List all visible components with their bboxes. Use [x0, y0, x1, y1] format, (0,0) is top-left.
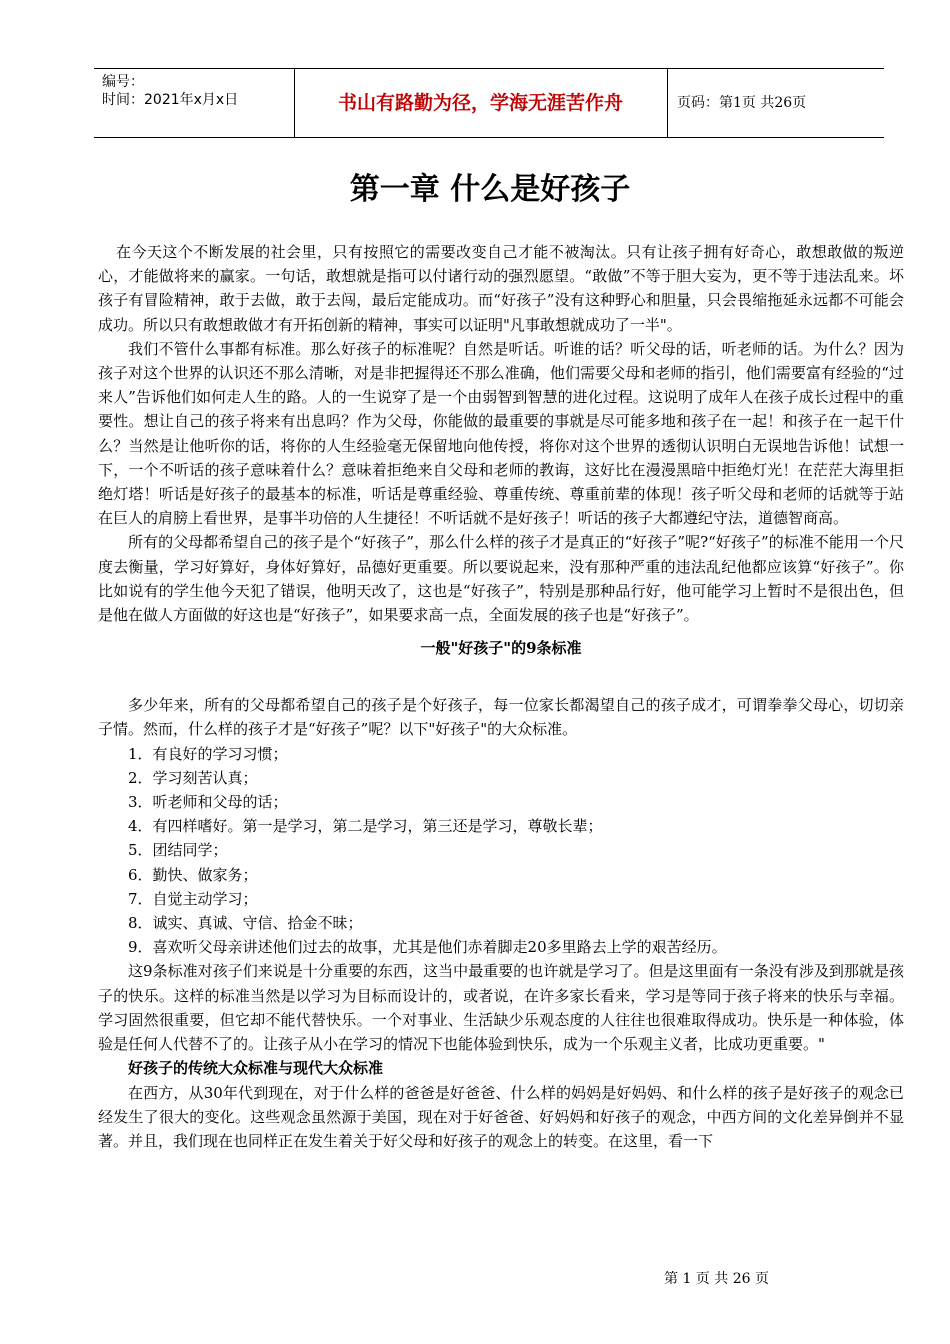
page-footer: 第 1 页 共 26 页 [664, 1271, 769, 1287]
list-item: 5．团结同学； [128, 841, 228, 860]
section-intro-paragraph: 多少年来，所有的父母都希望自己的孩子是个好孩子，每一位家长都渴望自己的孩子成才，可谓拳拳父母心，切切亲子情。然而，什么样的孩子才是“好孩子”呢？以下"好孩子"的大众标准。 [98, 696, 904, 739]
page-header [94, 68, 884, 138]
list-item: 2．学习刻苦认真； [128, 768, 258, 787]
section-heading-traditional-modern: 好孩子的传统大众标准与现代大众标准 [128, 1059, 384, 1078]
section-heading-nine-standards: 一般"好孩子"的9条标准 [420, 639, 582, 658]
section2-paragraph: 在西方，从30年代到现在，对于什么样的爸爸是好爸爸、什么样的妈妈是好妈妈、和什么样的孩子是好孩子的观念已经发生了很大的变化。这些观念虽然源于美国，现在对于好爸爸、好妈妈和好孩子的观念，中西方间的文化差异倒并不显著。并且，我们现在也同样正在发生着关于好父母和好孩子的观念上的转变。在这里，看一下 [98, 1083, 904, 1150]
list-item: 8．诚实、真诚、守信、拾金不昧； [128, 914, 363, 933]
header-motto-cell [294, 69, 668, 137]
document-time-label: 时间：2021年x月x日 [102, 92, 239, 108]
header-page-cell [667, 69, 884, 137]
standards-list [98, 742, 904, 960]
chapter-title: 第一章 什么是好孩子 [349, 172, 631, 207]
paragraph-intro: 在今天这个不断发展的社会里，只有按照它的需要改变自己才能不被淘汰。只有让孩子拥有好奇心，敢想敢做的叛逆心，才能做将来的赢家。一句话，敢想就是指可以付诸行动的强烈愿望。“敢做”不等于胆大妄为，更不等于违法乱来。坏孩子有冒险精神，敢于去做，敢于去闯，最后定能成功。而“好孩子”没有这种野心和胆量，只会畏缩拖延永远都不可能会成功。所以只有敢想敢做才有开拓创新的精神，事实可以证明"凡事敢想就成功了一半"。 [98, 243, 904, 334]
document-body [98, 240, 904, 1153]
header-info-cell [94, 69, 295, 137]
document-number-label: 编号： [102, 74, 144, 90]
section-conclusion-paragraph: 这9条标准对孩子们来说是十分重要的东西，这当中最重要的也许就是学习了。但是这里面有一条没有涉及到那就是孩子的快乐。这样的标准当然是以学习为目标而设计的，或者说，在许多家长看来，学习是等同于孩子将来的快乐与幸福。学习固然很重要，但它却不能代替快乐。一个对事业、生活缺少乐观态度的人往往也很难取得成功。快乐是一种体验，体验是任何人代替不了的。让孩子从小在学习的情况下也能体验到快乐，成为一个乐观主义者，比成功更重要。" [98, 962, 904, 1054]
list-item: 6．勤快、做家务； [128, 865, 258, 884]
header-page-info: 页码：第1页 共26页 [677, 95, 807, 111]
paragraph-obedience: 我们不管什么事都有标准。那么好孩子的标准呢？自然是听话。听谁的话？听父母的话，听老师的话。为什么？因为孩子对这个世界的认识还不那么清晰，对是非把握得还不那么准确，他们需要父母和老师的指引，他们需要富有经验的“过来人”告诉他们如何走人生的路。人的一生说穿了是一个由弱智到智慧的进化过程。这说明了成年人在孩子成长过程中的重要性。想让自己的孩子将来有出息吗？作为父母，你能做的最重要的事就是尽可能多地和孩子在一起！和孩子在一起干什么？当然是让他听你的话，将你的人生经验毫无保留地向他传授，将你对这个世界的透彻认识明白无误地告诉他！试想一下，一个不听话的孩子意味着什么？意味着拒绝来自父母和老师的教诲，这好比在漫漫黑暗中拒绝灯光！在茫茫大海里拒绝灯塔！听话是好孩子的最基本的标准，听话是尊重经验、尊重传统、尊重前辈的体现！孩子听父母和老师的话就等于站在巨人的肩膀上看世界，是事半功倍的人生捷径！不听话就不是好孩子！听话的孩子大都遵纪守法，道德智商高。 [98, 339, 904, 528]
header-motto: 书山有路勤为径，学海无涯苦作舟 [337, 92, 623, 114]
list-item: 3．听老师和父母的话； [128, 793, 288, 812]
list-item: 1．有良好的学习习惯； [128, 744, 288, 763]
paragraph-parents-hope: 所有的父母都希望自己的孩子是个“好孩子”，那么什么样的孩子才是真正的“好孩子”呢?“好孩子”的标准不能用一个尺度去衡量，学习好算好，身体好算好，品德好更重要。所以要说起来，没有那种严重的违法乱纪他都应该算“好孩子”。你比如说有的学生他今天犯了错误，他明天改了，这也是“好孩子”，特别是那种品行好，他可能学习上暂时不是很出色，但是他在做人方面做的好这也是“好孩子”，如果要求高一点，全面发展的孩子也是“好孩子”。 [98, 533, 904, 625]
list-item: 7．自觉主动学习； [128, 889, 258, 908]
list-item: 4．有四样嗜好。第一是学习，第二是学习，第三还是学习，尊敬长辈； [128, 817, 603, 836]
list-item: 9．喜欢听父母亲讲述他们过去的故事，尤其是他们赤着脚走20多里路去上学的艰苦经历。 [128, 938, 727, 957]
